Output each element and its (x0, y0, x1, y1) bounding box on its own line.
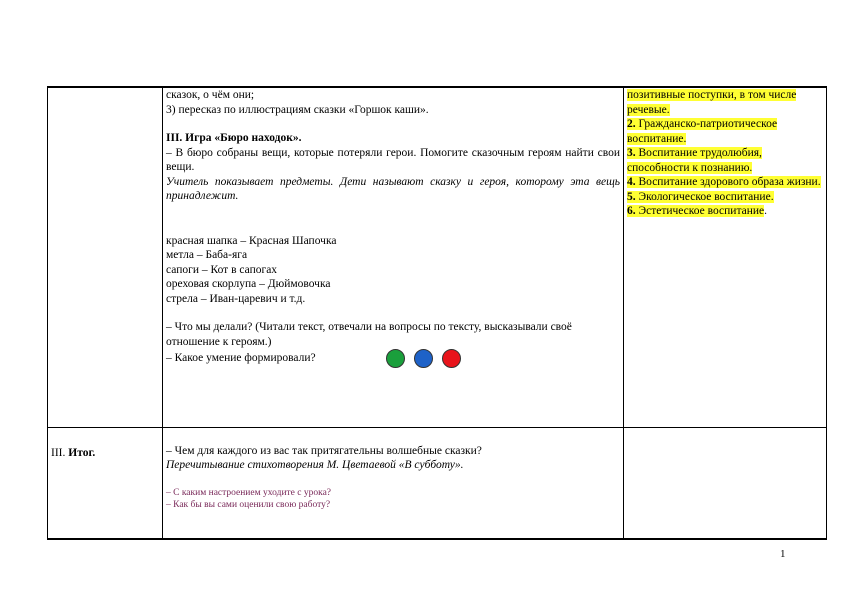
upbringing-intro: позитивные поступки, в том числе речевые. (627, 89, 797, 116)
text-line: 3) пересказ по иллюстрациям сказки «Горшок каши». (166, 103, 429, 116)
item-number: 3. (627, 147, 636, 159)
question-skill: – Какое умение формировали? (166, 349, 620, 368)
stage-number: III. (51, 446, 66, 459)
game-task: – В бюро собраны вещи, которые потеряли герои. Помогите сказочным героям найти свои вещи. (166, 146, 620, 173)
upbringing-item: Экологическое воспитание. (638, 190, 774, 203)
list-item: стрела – Иван-царевич и т.д. (166, 292, 306, 305)
upbringing-item: Гражданско-патриотическое воспитание. (627, 118, 778, 145)
question-what-did: – Что мы делали? (Читали текст, отвечали на вопросы по тексту, высказывали своё отношение к героям.) (166, 321, 572, 348)
list-item: метла – Баба-яга (166, 249, 248, 261)
item-number: 2. (627, 118, 636, 130)
text-line: сказок, о чём они; (166, 89, 255, 101)
stage-name: Итог. (68, 446, 96, 459)
upbringing-item: Воспитание здорового образа жизни. (638, 176, 821, 188)
activities-cell (163, 87, 624, 427)
question-fairy-tales: – Чем для каждого из вас так притягательны волшебные сказки? (166, 444, 482, 457)
upbringing-item: Эстетическое воспитание (638, 205, 765, 217)
poem-reading: Перечитывание стихотворения М. Цветаевой «В субботу». (166, 459, 464, 471)
upbringing-cell (624, 427, 827, 539)
reflection-question: – С каким настроением уходите с урока? (166, 487, 332, 498)
teacher-note: Учитель показывает предметы. Дети называют сказку и героя, которому эта вещь принадлежит. (166, 175, 620, 202)
item-number: 5. (627, 190, 636, 203)
reflection-question: – Как бы вы сами оценили свою работу? (166, 499, 331, 510)
item-number: 6. (627, 205, 636, 217)
list-item: красная шапка – Красная Шапочка (166, 234, 337, 247)
activities-cell (163, 427, 624, 539)
trailing-dot: . (764, 205, 768, 217)
list-item: сапоги – Кот в сапогах (166, 263, 278, 276)
blue-dot-icon (414, 349, 433, 368)
item-number: 4. (627, 176, 636, 188)
table-row (48, 87, 827, 427)
stage-cell (48, 87, 163, 427)
game-title: III. Игра «Бюро находок». (166, 132, 302, 144)
red-dot-icon (442, 349, 461, 368)
page-number: 1 (780, 548, 786, 560)
upbringing-item: Воспитание трудолюбия, способности к познанию. (627, 147, 762, 174)
upbringing-cell (624, 87, 827, 427)
table-row (48, 427, 827, 539)
list-item: ореховая скорлупа – Дюймовочка (166, 278, 331, 290)
items-list (166, 234, 620, 307)
lesson-table (47, 86, 827, 540)
color-dots (386, 349, 470, 368)
stage-cell (48, 427, 163, 539)
green-dot-icon (386, 349, 405, 368)
